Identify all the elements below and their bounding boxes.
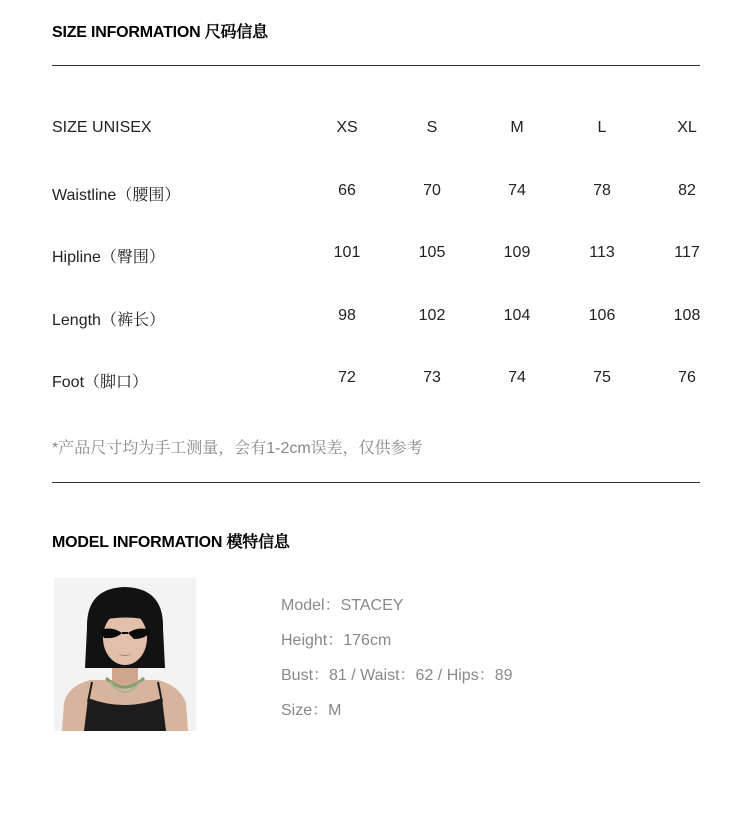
size-value: 72 — [338, 369, 356, 386]
size-value: 76 — [678, 369, 696, 386]
foot-label: Foot（脚口） — [52, 374, 149, 391]
size-value: 74 — [508, 369, 526, 386]
length-label: Length（裤长） — [52, 312, 165, 329]
size-l-header: L — [597, 119, 607, 136]
size-value: 102 — [418, 307, 446, 324]
foot-row — [52, 369, 702, 393]
top-divider — [52, 65, 700, 66]
size-unisex-label: SIZE UNISEX — [52, 119, 152, 136]
size-value: 113 — [589, 244, 615, 261]
size-value: 104 — [503, 307, 531, 324]
size-value: 106 — [588, 307, 616, 324]
model-measurements: Bust：81 / Waist：62 / Hips：89 — [281, 667, 513, 684]
waistline-row — [52, 182, 702, 206]
model-height: Height：176cm — [281, 632, 392, 649]
size-value: 105 — [418, 244, 446, 261]
size-s-header: S — [426, 119, 438, 136]
hipline-label: Hipline（臀围） — [52, 249, 165, 266]
size-value: 82 — [678, 182, 696, 199]
size-information-title: SIZE INFORMATION 尺码信息 — [52, 24, 268, 41]
size-value: 109 — [503, 244, 531, 261]
hipline-row — [52, 244, 702, 268]
size-value: 66 — [338, 182, 356, 199]
waistline-label: Waistline（腰围） — [52, 187, 181, 204]
size-value: 70 — [423, 182, 441, 199]
size-value: 117 — [674, 244, 700, 261]
size-value: 101 — [333, 244, 361, 261]
size-xl-header: XL — [677, 119, 697, 136]
size-header-row — [52, 119, 702, 143]
length-row — [52, 307, 702, 331]
size-xs-header: XS — [336, 119, 358, 136]
model-information-title: MODEL INFORMATION 模特信息 — [52, 534, 290, 551]
size-value: 75 — [593, 369, 611, 386]
size-value: 108 — [673, 307, 701, 324]
size-m-header: M — [510, 119, 524, 136]
model-name: Model：STACEY — [281, 597, 404, 614]
model-size: Size：M — [281, 702, 342, 719]
model-photo — [54, 578, 196, 731]
size-value: 73 — [423, 369, 441, 386]
size-value: 74 — [508, 182, 526, 199]
size-value: 78 — [593, 182, 611, 199]
size-value: 98 — [338, 307, 356, 324]
measurement-note: *产品尺寸均为手工测量，会有1-2cm误差，仅供参考 — [52, 440, 423, 457]
middle-divider — [52, 482, 700, 483]
